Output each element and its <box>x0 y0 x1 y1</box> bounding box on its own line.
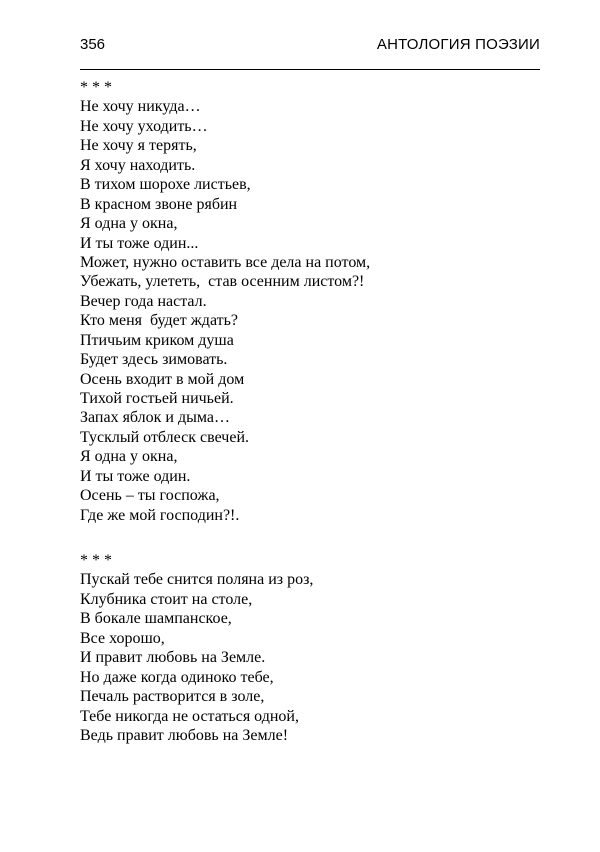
poem-line: Тебе никогда не остаться одной, <box>80 707 299 725</box>
poem-line: В красном звоне рябин <box>80 195 238 213</box>
poem-line: Не хочу уходить… <box>80 117 208 135</box>
poem-line: Будет здесь зимовать. <box>80 351 228 369</box>
poem-line: Вечер года настал. <box>80 292 207 310</box>
poem-line: Убежать, улететь, став осенним листом?! <box>80 273 365 291</box>
poem-line: Я хочу находить. <box>80 156 196 174</box>
poem-line: Может, нужно оставить все дела на потом, <box>80 253 371 271</box>
poem-line: Птичьим криком душа <box>80 331 234 349</box>
poem-line: Кто меня будет ждать? <box>80 312 239 330</box>
poem-line: Осень входит в мой дом <box>80 370 245 388</box>
poem-line: Я одна у окна, <box>80 448 178 466</box>
poem-line: В бокале шампанское, <box>80 610 232 628</box>
running-title: АНТОЛОГИЯ ПОЭЗИИ <box>376 36 540 53</box>
poem-line: Печаль растворится в золе, <box>80 688 265 706</box>
poem-line: Клубника стоит на столе, <box>80 590 253 608</box>
poem-separator: * * * <box>80 79 112 96</box>
poem-line: Тихой гостьей ничьей. <box>80 390 234 407</box>
poem-separator: * * * <box>80 552 112 569</box>
poem-line: В тихом шорохе листьев, <box>80 176 251 194</box>
page-header <box>80 36 540 60</box>
poem-line: Где же мой господин?!. <box>80 506 240 524</box>
poem-line: Я одна у окна, <box>80 215 178 233</box>
poem-line: Не хочу я терять, <box>80 137 197 155</box>
poem-line: И правит любовь на Земле. <box>80 649 266 667</box>
poem-line: Осень – ты госпожа, <box>80 487 220 505</box>
poem-line: Тусклый отблеск свечей. <box>80 428 250 446</box>
page-number: 356 <box>80 36 106 53</box>
poem-line: Запах яблок и дыма… <box>80 409 230 427</box>
poem <box>80 551 540 745</box>
poem-line: Пускай тебе снится поляна из роз, <box>80 571 314 589</box>
poem-line: Не хочу никуда… <box>80 98 201 116</box>
poem-line: Все хорошо, <box>80 629 165 647</box>
poem-line: Ведь правит любовь на Земле! <box>80 726 289 744</box>
header-rule <box>80 69 540 70</box>
poem-line: И ты тоже один. <box>80 467 191 485</box>
poem <box>80 78 540 525</box>
poem-line: И ты тоже один... <box>80 234 199 252</box>
poem-line: Но даже когда одиноко тебе, <box>80 668 274 686</box>
